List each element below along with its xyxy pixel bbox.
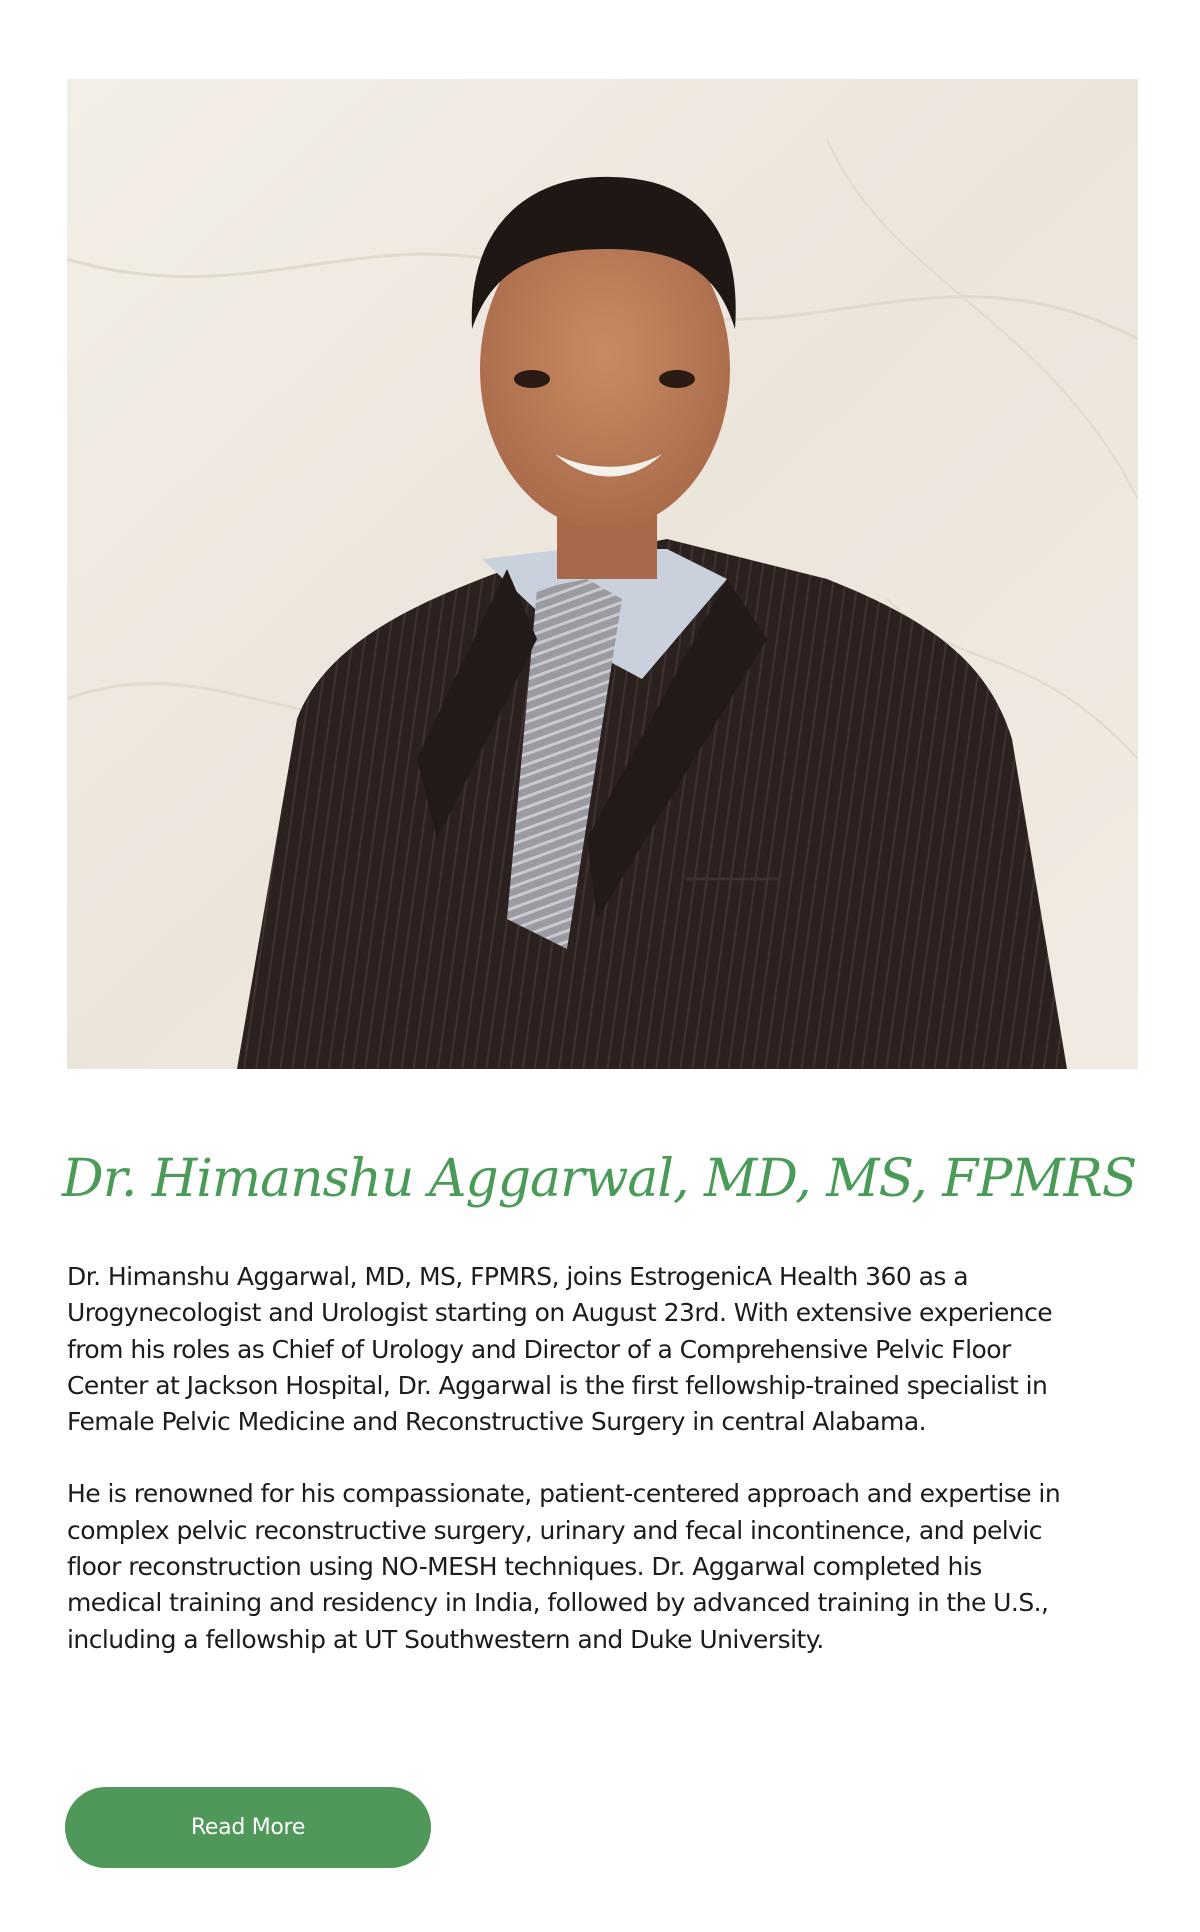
read-more-button[interactable]: Read More bbox=[65, 1787, 431, 1868]
doctor-bio bbox=[67, 1259, 1067, 1694]
bio-paragraph: He is renowned for his compassionate, patient-centered approach and expertise in complex pelvic reconstructive surgery, urinary and fecal incontinence, and pelvic floor reconstruction using NO-MESH techniques. Dr. Aggarwal completed his medical training and residency in India, followed by advanced training in the U.S., including a fellowship at UT Southwestern and Duke University. bbox=[67, 1479, 1061, 1654]
doctor-name: Dr. Himanshu Aggarwal, MD, MS, FPMRS bbox=[62, 1149, 1137, 1209]
doctor-portrait-icon bbox=[67, 79, 1138, 1069]
doctor-photo bbox=[67, 79, 1138, 1069]
bio-paragraph: Dr. Himanshu Aggarwal, MD, MS, FPMRS, joins EstrogenicA Health 360 as a Urogynecologist and Urologist starting on August 23rd. With extensive experience from his roles as Chief of Urology and Director of a Comprehensive Pelvic Floor Center at Jackson Hospital, Dr. Aggarwal is the first fellowship-trained specialist in Female Pelvic Medicine and Reconstructive Surgery in central Alabama. bbox=[67, 1262, 1053, 1437]
